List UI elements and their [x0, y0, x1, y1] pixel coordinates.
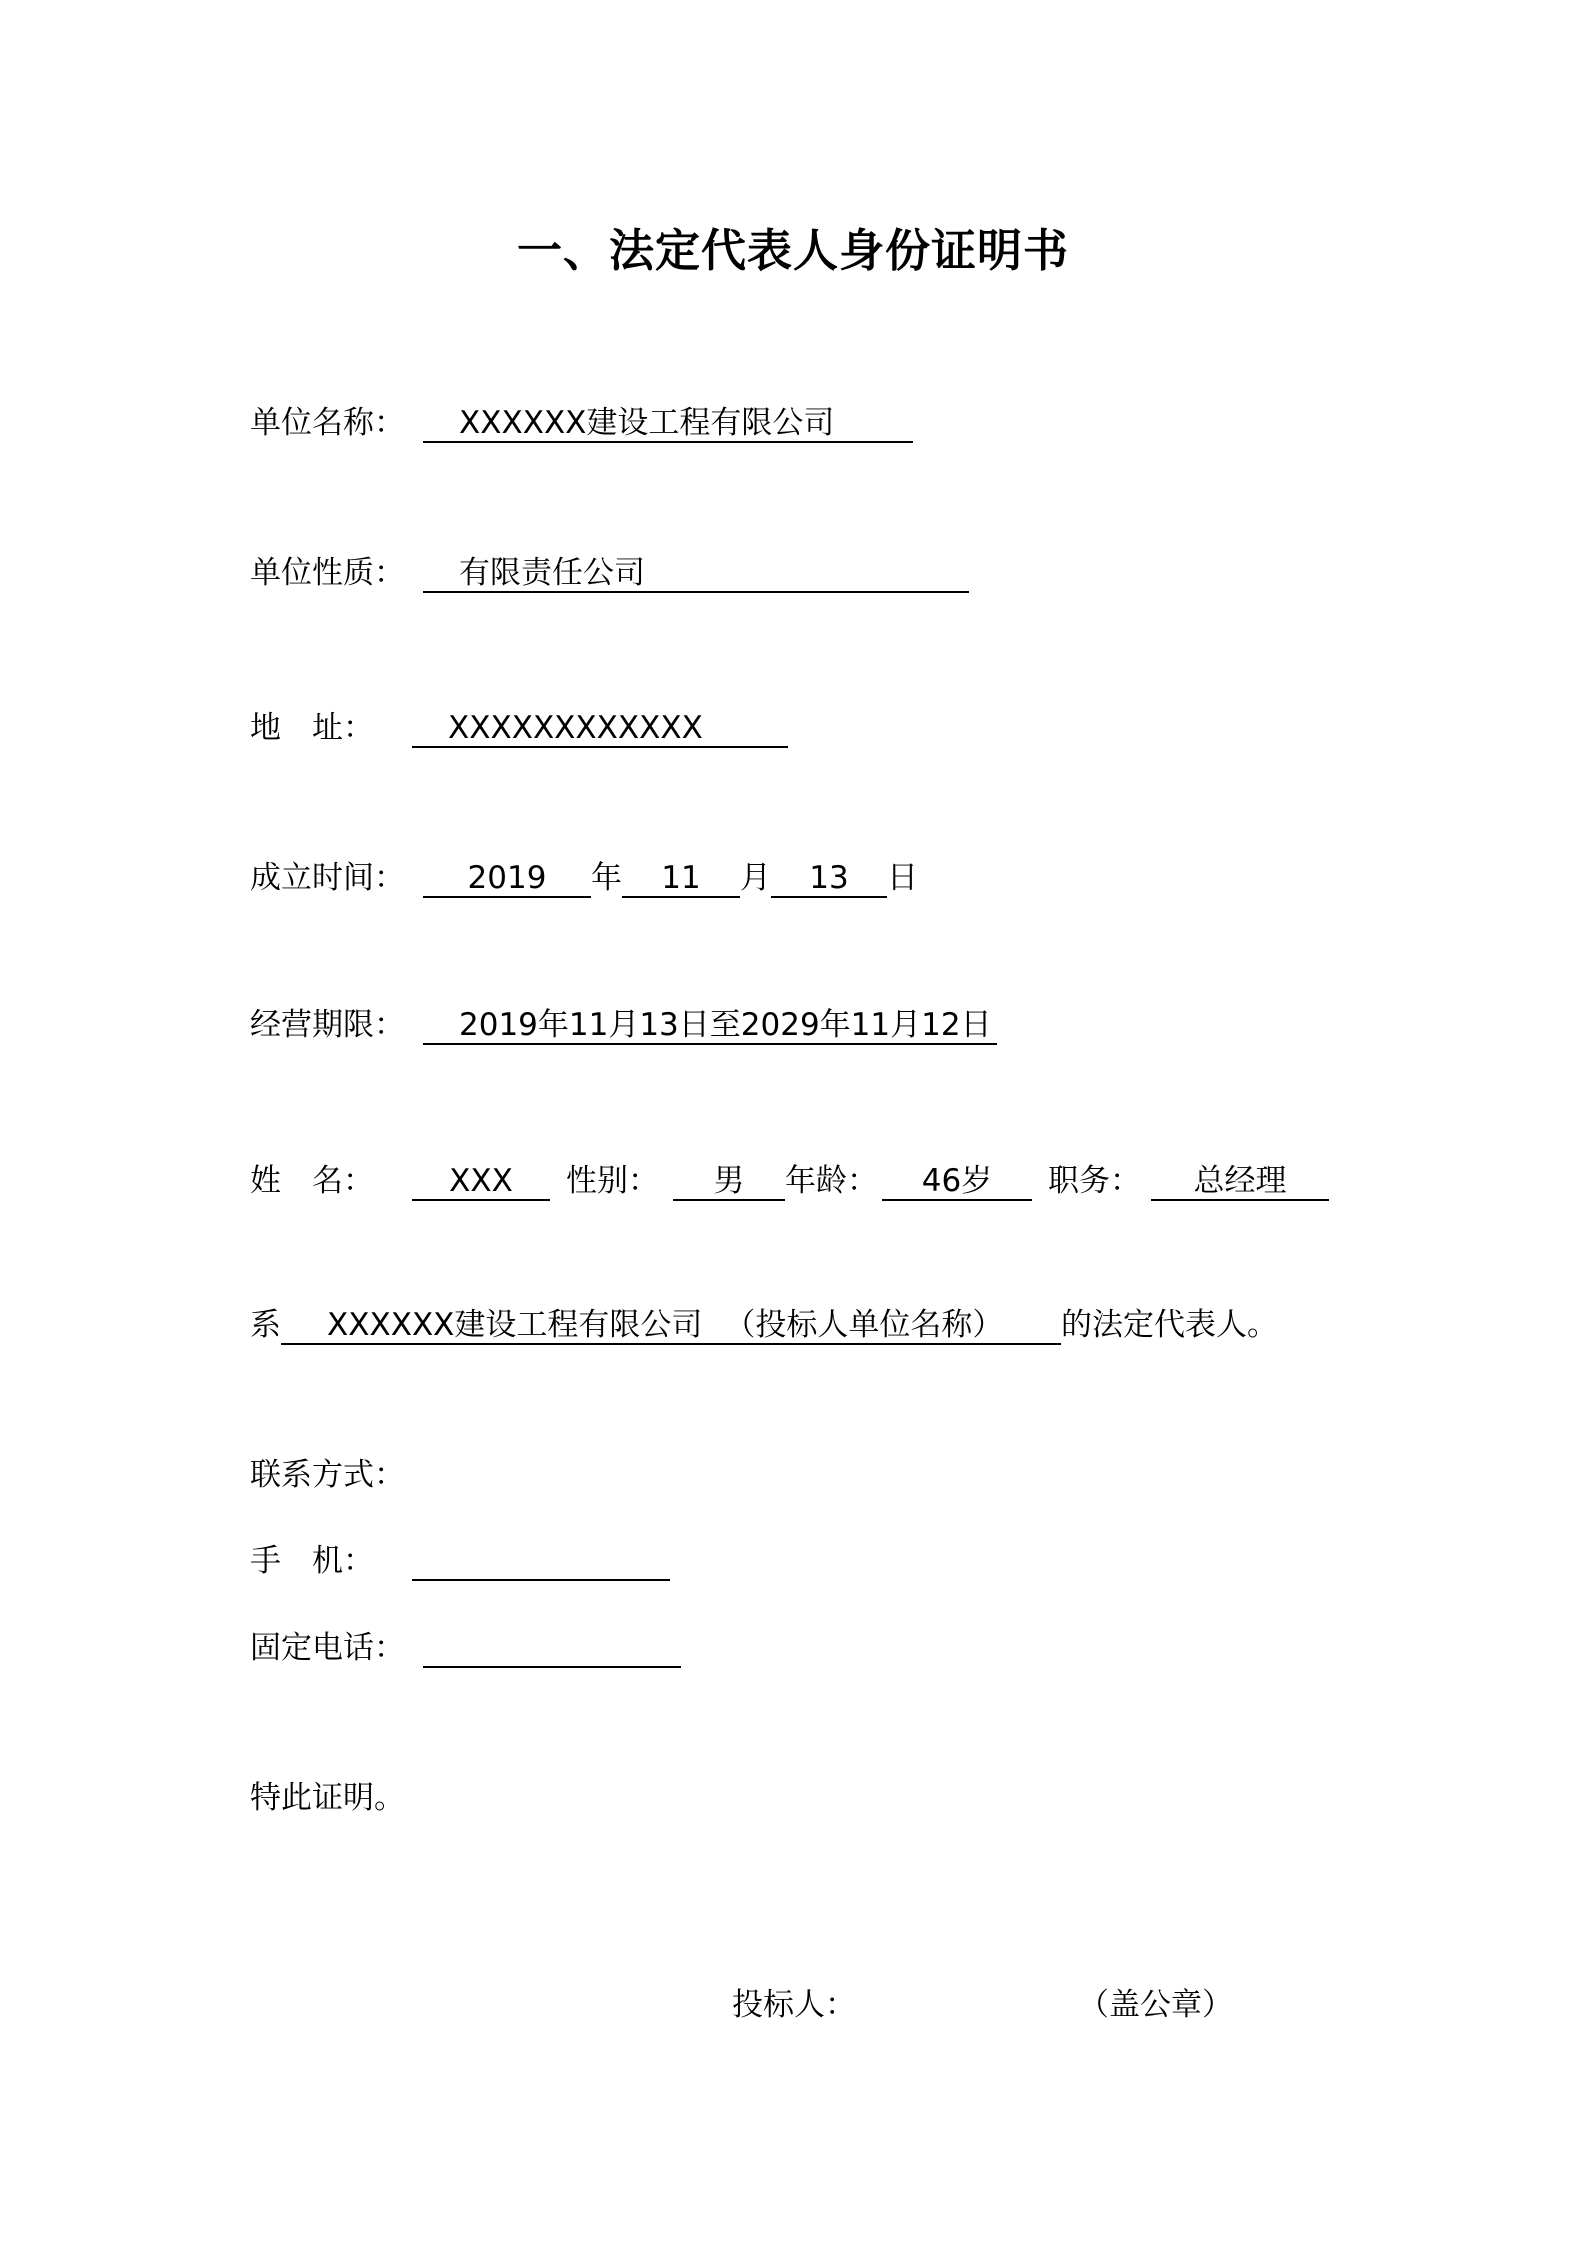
position-label: 职务： [1048, 1163, 1141, 1199]
statement-suffix: 的法定代表人。 [1061, 1307, 1278, 1343]
unit-nature-label: 单位性质： [250, 555, 405, 591]
term-field: 2019年11月13日至2029年11月12日 [423, 1005, 997, 1045]
address-label-b: 址： [312, 710, 374, 746]
unit-name-field: XXXXXX建设工程有限公司 [423, 403, 913, 443]
position-field: 总经理 [1151, 1161, 1329, 1201]
person-row [250, 1153, 1329, 1201]
statement-row [250, 1297, 1278, 1345]
mobile-field [412, 1541, 670, 1581]
unit-name-label: 单位名称： [250, 405, 405, 441]
contact-label: 联系方式： [250, 1457, 405, 1493]
mobile-label-a: 手 [250, 1543, 281, 1579]
founded-day-unit: 日 [887, 860, 918, 896]
statement-company-field [281, 1305, 1061, 1345]
statement-company: XXXXXX建设工程有限公司 [327, 1307, 703, 1343]
phone-label: 固定电话： [250, 1630, 405, 1666]
closing-row [250, 1770, 405, 1818]
phone-field [423, 1628, 681, 1668]
founded-month-unit: 月 [740, 860, 771, 896]
statement-note: （投标人单位名称） [724, 1307, 1004, 1343]
closing-text: 特此证明。 [250, 1780, 405, 1816]
statement-prefix: 系 [250, 1307, 281, 1343]
address-label-a: 地 [250, 710, 281, 746]
address-label [250, 708, 374, 748]
unit-nature-row [250, 545, 969, 593]
bidder-label: 投标人： [732, 1987, 856, 2023]
mobile-label [250, 1541, 374, 1581]
address-row [250, 700, 788, 748]
address-field: XXXXXXXXXXXX [412, 708, 788, 748]
founded-month-field: 11 [622, 858, 740, 898]
unit-nature-field: 有限责任公司 [423, 553, 969, 593]
founded-day-field: 13 [771, 858, 887, 898]
mobile-label-b: 机： [312, 1543, 374, 1579]
person-name-field: XXX [412, 1161, 550, 1201]
contact-row [250, 1447, 405, 1495]
person-name-label [250, 1161, 374, 1201]
age-label: 年龄： [785, 1163, 878, 1199]
signature-row [732, 1977, 1233, 2025]
gender-label: 性别： [566, 1163, 659, 1199]
unit-name-row [250, 395, 913, 443]
term-row [250, 997, 997, 1045]
term-label: 经营期限： [250, 1007, 405, 1043]
person-name-label-b: 名： [312, 1163, 374, 1199]
founded-year-field: 2019 [423, 858, 591, 898]
gender-field: 男 [673, 1161, 785, 1201]
founded-label: 成立时间： [250, 860, 405, 896]
founded-row [250, 850, 918, 898]
mobile-row [250, 1533, 670, 1581]
age-field: 46岁 [882, 1161, 1032, 1201]
phone-row [250, 1620, 681, 1668]
founded-year-unit: 年 [591, 860, 622, 896]
page-title: 一、法定代表人身份证明书 [516, 224, 1069, 277]
person-name-label-a: 姓 [250, 1163, 281, 1199]
seal-note: （盖公章） [1078, 1987, 1233, 2023]
